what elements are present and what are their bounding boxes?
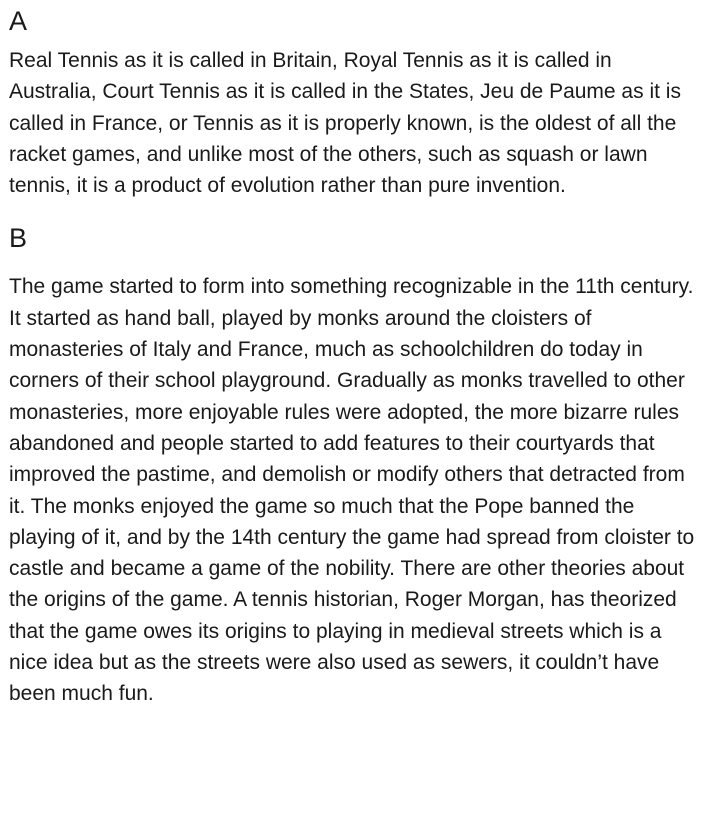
section-heading-a: A bbox=[9, 6, 28, 36]
section-a-paragraph: Real Tennis as it is called in Britain, Royal Tennis as it is called in Australia, Court Tennis as it is called in the States, Jeu de Paume as it is called in France, or Tennis as it is properly known, is the oldest of all the racket games, and unlike most of the others, such as squash or lawn tennis, it is a product of evolution rather than pure invention. bbox=[9, 49, 681, 198]
section-b-paragraph: The game started to form into something recognizable in the 11th century. It started as hand ball, played by monks around the cloisters of monasteries of Italy and France, much as schoolchildren do today in corners of their school playground. Gradually as monks travelled to other monasteries, more enjoyable rules were adopted, the more bizarre rules abandoned and people started to add features to their courtyards that improved the pastime, and demolish or modify others that detracted from it. The monks enjoyed the game so much that the Pope banned the playing of it, and by the 14th century the game had spread from cloister to castle and became a game of the nobility. There are other theories about the origins of the game. A tennis historian, Roger Morgan, has theorized that the game owes its origins to playing in medieval streets which is a nice idea but as the streets were also used as sewers, it couldn’t have been much fun. bbox=[9, 275, 695, 706]
section-a bbox=[9, 0, 695, 201]
section-heading-b: B bbox=[9, 223, 28, 254]
section-b bbox=[9, 223, 695, 709]
